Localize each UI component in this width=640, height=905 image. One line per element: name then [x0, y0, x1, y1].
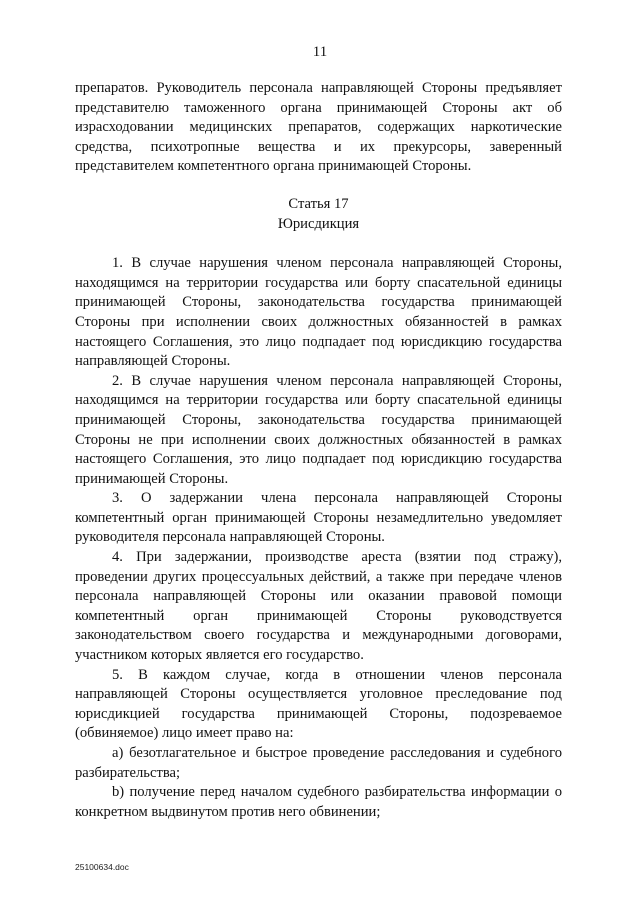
page-number: 11: [312, 44, 328, 60]
article-title: Юрисдикция: [277, 215, 360, 232]
intro-paragraph: препаратов. Руководитель персонала направляющей Стороны предъявляет представителю таможенного органа принимающей Стороны акт об израсходовании медицинских препаратов, содержащих наркотические средства, психотропные вещества и их прекурсоры, заверенный представителем компетентного органа принимающей Стороны.: [75, 80, 562, 175]
paragraph-3: 3. О задержании члена персонала направляющей Стороны компетентный орган принимающей Стороны незамедлительно уведомляет руководителя персонала направляющей Стороны.: [75, 490, 562, 546]
document-body: [75, 79, 562, 822]
article-header: [75, 195, 562, 234]
paragraph-2: 2. В случае нарушения членом персонала направляющей Стороны, находящимся на территории государства или борту спасательной единицы принимающей Стороны, законодательства государства принимающей Стороны не при исполнении своих должностных обязанностей в рамках настоящего Соглашения, это лицо подпадает под юрисдикцию государства принимающей Стороны.: [75, 372, 562, 487]
paragraph-5: 5. В каждом случае, когда в отношении членов персонала направляющей Стороны осуществляется уголовное преследование под юрисдикцией государства принимающей Стороны, подозреваемое (обвиняемое) лицо имеет право на:: [75, 666, 562, 742]
footer-filename: 25100634.doc: [75, 862, 129, 872]
paragraph-4: 4. При задержании, производстве ареста (взятии под стражу), проведении других процессуальных действий, а также при передаче членов персонала направляющей Стороны или оказании правовой помощи компетентный орган принимающей Стороны руководствуется законодательством своего государства и международными договорами, участником которых является его государство.: [75, 549, 562, 664]
paragraph-1: 1. В случае нарушения членом персонала направляющей Стороны, находящимся на территории государства или борту спасательной единицы принимающей Стороны, законодательства государства принимающей Стороны при исполнении своих должностных обязанностей в рамках настоящего Соглашения, это лицо подпадает под юрисдикцию государства направляющей Стороны.: [75, 255, 562, 370]
subitem-a: a) безотлагательное и быстрое проведение расследования и судебного разбирательства;: [75, 745, 562, 781]
article-number: Статья 17: [288, 195, 349, 212]
subitem-b: b) получение перед началом судебного разбирательства информации о конкретном выдвинутом против него обвинении;: [75, 784, 562, 820]
